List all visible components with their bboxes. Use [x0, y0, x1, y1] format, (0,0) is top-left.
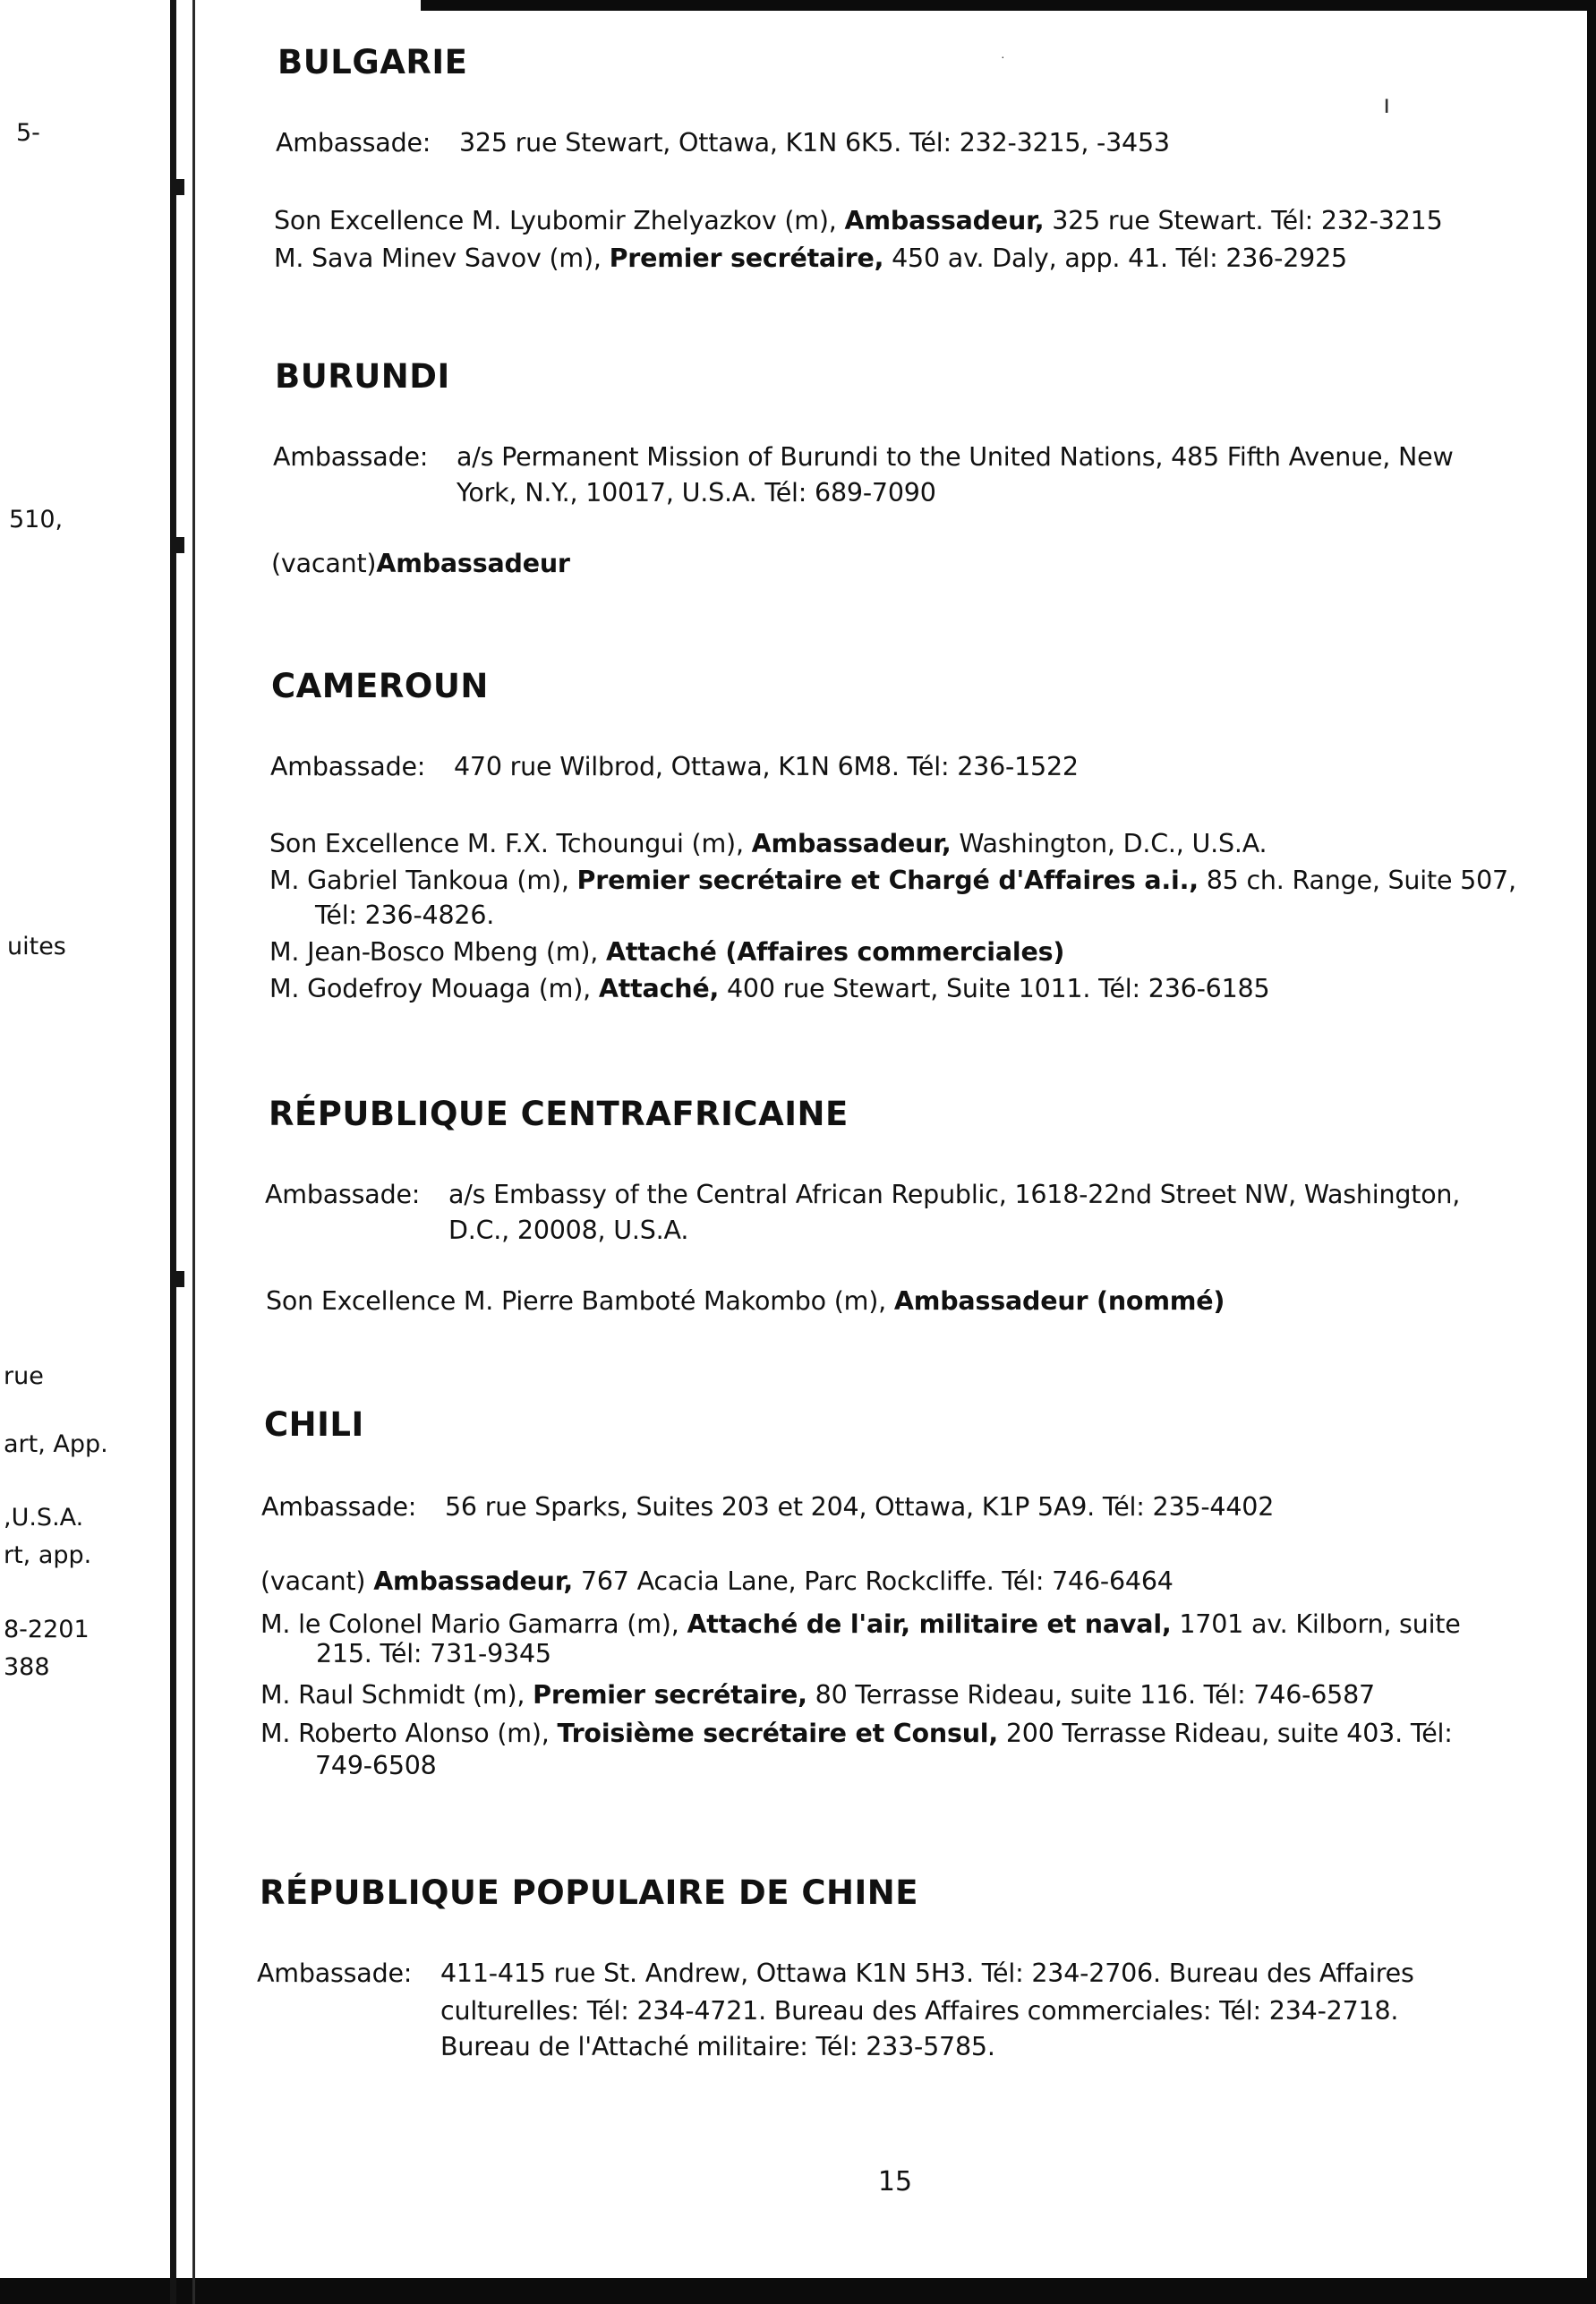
fragment-text: 510, [9, 506, 64, 533]
embassy-address [261, 1492, 1274, 1522]
staff-entry [260, 1609, 1461, 1639]
embassy-label: Ambassade: [257, 1958, 413, 1988]
section-heading: RÉPUBLIQUE CENTRAFRICAINE [269, 1095, 849, 1133]
staff-role: Ambassadeur, [373, 1566, 574, 1596]
staff-details: 80 Terrasse Rideau, suite 116. Tél: 746-6587 [807, 1680, 1375, 1710]
staff-role: Premier secrétaire et Chargé d'Affaires a.i., [576, 866, 1199, 895]
staff-details: 767 Acacia Lane, Parc Rockcliffe. Tél: 746-6464 [573, 1566, 1174, 1596]
page-number: 15 [877, 2166, 913, 2197]
embassy-address-cont: culturelles: Tél: 234-4721. Bureau des Affaires commerciales: Tél: 234-2718. [440, 1996, 1399, 2026]
embassy-address [270, 752, 1079, 781]
staff-name: (vacant) [271, 549, 377, 578]
fragment-text: ,U.S.A. [4, 1504, 84, 1532]
staff-details: 450 av. Daly, app. 41. Tél: 236-2925 [883, 243, 1347, 273]
stray-mark: ı [1383, 90, 1391, 119]
staff-name: M. Sava Minev Savov (m), [274, 243, 610, 273]
staff-name: Son Excellence M. F.X. Tchoungui (m), [269, 829, 752, 858]
staff-name: M. Roberto Alonso (m), [260, 1719, 558, 1748]
staff-name: M. Gabriel Tankoua (m), [269, 866, 577, 895]
stray-mark: · [1001, 49, 1005, 64]
section-heading: CHILI [264, 1405, 364, 1444]
staff-role: Premier secrétaire, [609, 243, 884, 273]
staff-name: M. le Colonel Mario Gamarra (m), [260, 1609, 687, 1639]
embassy-address [257, 1958, 1414, 1988]
staff-entry [260, 1680, 1375, 1710]
staff-entry [269, 974, 1269, 1003]
embassy-label: Ambassade: [261, 1492, 417, 1522]
staff-details: Washington, D.C., U.S.A. [951, 829, 1267, 858]
staff-role: Attaché de l'air, militaire et naval, [687, 1609, 1172, 1639]
embassy-address [273, 442, 1454, 472]
embassy-text: a/s Embassy of the Central African Republic, 1618-22nd Street NW, Washington, [448, 1180, 1461, 1209]
staff-name: M. Jean-Bosco Mbeng (m), [269, 937, 606, 967]
staff-details: 85 ch. Range, Suite 507, [1198, 866, 1516, 895]
section-heading: BURUNDI [275, 357, 450, 396]
fragment-text: rt, app. [4, 1541, 92, 1569]
staff-details: 200 Terrasse Rideau, suite 403. Tél: [998, 1719, 1453, 1748]
embassy-text: 56 rue Sparks, Suites 203 et 204, Ottawa, K1P 5A9. Tél: 235-4402 [445, 1492, 1275, 1522]
staff-role: Premier secrétaire, [533, 1680, 807, 1710]
staff-name: M. Godefroy Mouaga (m), [269, 974, 599, 1003]
staff-role: Attaché (Affaires commerciales) [606, 937, 1065, 967]
staff-entry [269, 937, 1064, 967]
embassy-text: a/s Permanent Mission of Burundi to the United Nations, 485 Fifth Avenue, New [457, 442, 1454, 472]
staff-entry [269, 829, 1267, 858]
fragment-text: art, App. [4, 1430, 108, 1458]
staff-role: Ambassadeur [376, 549, 570, 578]
staff-details: 1701 av. Kilborn, suite [1171, 1609, 1461, 1639]
embassy-label: Ambassade: [273, 442, 429, 472]
staff-name: (vacant) [260, 1566, 374, 1596]
fragment-text: rue [4, 1362, 44, 1390]
embassy-text: 325 rue Stewart, Ottawa, K1N 6K5. Tél: 232-3215, -3453 [459, 128, 1170, 158]
embassy-address-cont: York, N.Y., 10017, U.S.A. Tél: 689-7090 [457, 478, 936, 508]
fragment-text: 8-2201 [4, 1616, 90, 1643]
staff-entry [260, 1566, 1174, 1596]
fragment-text: 388 [4, 1653, 50, 1681]
staff-details: 400 rue Stewart, Suite 1011. Tél: 236-6185 [719, 974, 1270, 1003]
staff-entry [269, 866, 1516, 895]
staff-entry-cont: 215. Tél: 731-9345 [316, 1639, 551, 1668]
embassy-label: Ambassade: [265, 1180, 421, 1209]
section-heading: CAMEROUN [271, 667, 489, 705]
embassy-label: Ambassade: [270, 752, 426, 781]
staff-role: Attaché, [598, 974, 720, 1003]
embassy-address-cont: D.C., 20008, U.S.A. [448, 1216, 689, 1245]
embassy-text: 411-415 rue St. Andrew, Ottawa K1N 5H3. Tél: 234-2706. Bureau des Affaires [440, 1958, 1414, 1988]
embassy-address-cont: Bureau de l'Attaché militaire: Tél: 233-5785. [440, 2032, 995, 2061]
embassy-label: Ambassade: [276, 128, 431, 158]
embassy-address [265, 1180, 1460, 1209]
staff-role: Troisième secrétaire et Consul, [557, 1719, 999, 1748]
embassy-text: 470 rue Wilbrod, Ottawa, K1N 6M8. Tél: 236-1522 [454, 752, 1079, 781]
staff-entry [274, 243, 1347, 273]
fragment-text: 5- [16, 119, 40, 147]
staff-role: Ambassadeur, [751, 829, 952, 858]
staff-entry [274, 206, 1443, 235]
staff-entry-cont: Tél: 236-4826. [315, 900, 495, 930]
staff-entry-cont: 749-6508 [315, 1751, 437, 1780]
fragment-text: uites [7, 933, 66, 960]
staff-name: M. Raul Schmidt (m), [260, 1680, 533, 1710]
staff-entry [260, 1719, 1453, 1748]
staff-role: Ambassadeur, [844, 206, 1045, 235]
staff-name: Son Excellence M. Lyubomir Zhelyazkov (m), [274, 206, 845, 235]
embassy-address [276, 128, 1170, 158]
staff-details: 325 rue Stewart. Tél: 232-3215 [1044, 206, 1443, 235]
section-heading: RÉPUBLIQUE POPULAIRE DE CHINE [260, 1873, 918, 1912]
staff-entry [271, 549, 570, 578]
staff-name: Son Excellence M. Pierre Bamboté Makombo (m), [266, 1286, 894, 1316]
section-heading: BULGARIE [277, 43, 468, 81]
staff-role: Ambassadeur (nommé) [893, 1286, 1225, 1316]
staff-entry [266, 1286, 1225, 1316]
